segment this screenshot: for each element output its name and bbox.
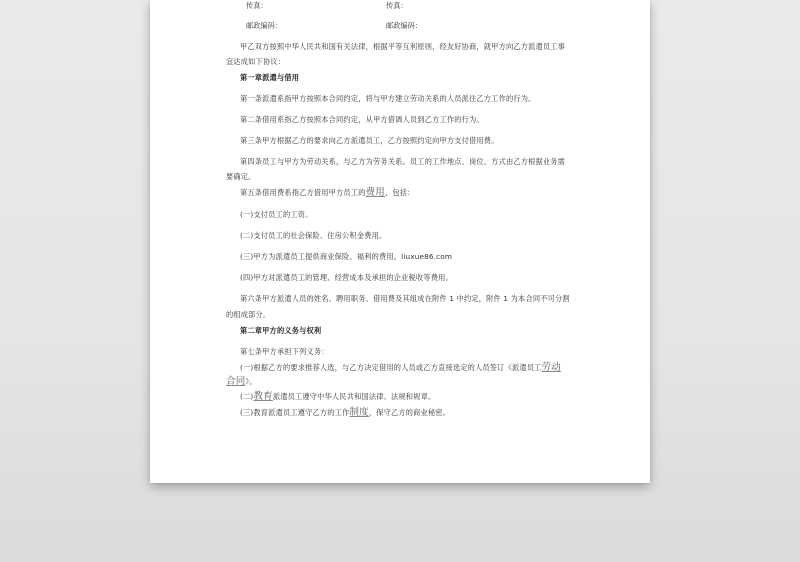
chapter-1-title: 第一章派遣与借用	[240, 73, 300, 82]
fee-item-4: (四)甲方对派遣员工的管理、经营成本及承担的企业税收等费用。	[240, 273, 453, 282]
keyword-link-education[interactable]: 教育	[253, 391, 273, 402]
fax-label-b: 传真：	[386, 1, 408, 10]
postal-label-b: 邮政编码：	[386, 21, 422, 30]
keyword-link-labor[interactable]: 劳动	[541, 362, 561, 373]
duty-3-tail: ，保守乙方的商业秘密。	[368, 408, 451, 417]
article-6-line-1: 第六条甲方派遣人员的姓名、聘用职务、借用费及其组成在附件 1 中约定，附件 1 为本合同不可分割	[240, 294, 570, 303]
article-5-tail: ，包括：	[385, 188, 415, 197]
article-5	[240, 188, 576, 198]
fax-label-a: 传真：	[246, 1, 268, 10]
duty-1-tail: 》。	[245, 377, 257, 386]
duty-2	[240, 392, 576, 402]
fee-item-3: (三)甲方为派遣员工提供商业保险、福利的费用。liuxue86.com	[240, 252, 453, 261]
keyword-link-contract[interactable]: 合同	[226, 376, 246, 387]
article-5-text: 第五条借用费系指乙方借用甲方员工的	[240, 188, 366, 197]
article-7: 第七条甲方承担下列义务：	[240, 347, 329, 356]
keyword-link-system[interactable]: 制度	[349, 407, 369, 418]
intro-line-2: 宜达成如下协议：	[226, 57, 286, 66]
duty-3	[240, 408, 576, 418]
article-3: 第三条甲方根据乙方的要求向乙方派遣员工，乙方按照约定向甲方支付借用费。	[240, 136, 499, 145]
keyword-link-fee[interactable]: 费用	[365, 187, 385, 198]
duty-2-text: 派遣员工遵守中华人民共和国法律、法规和规章。	[272, 392, 436, 401]
duty-2-prefix: (二)	[240, 392, 254, 401]
fee-item-1: (一)支付员工的工资。	[240, 210, 313, 219]
article-6-line-2: 的组成部分。	[226, 310, 271, 319]
fee-item-2: (二)支付员工的社会保险、住房公积金费用。	[240, 231, 387, 240]
article-2: 第二条借用系指乙方按照本合同约定，从甲方借调人员到乙方工作的行为。	[240, 115, 484, 124]
duty-1-text: (一)根据乙方的要求推荐人选，与乙方决定借用的人员或乙方直接选定的人员签订《派遣员工	[240, 363, 542, 372]
article-4-line-1: 第四条员工与甲方为劳动关系，与乙方为劳务关系。员工的工作地点、岗位、方式由乙方根据业务需	[240, 157, 566, 166]
article-1: 第一条派遣系指甲方按照本合同约定，将与甲方建立劳动关系的人员派往乙方工作的行为。	[240, 94, 536, 103]
chapter-2-title: 第二章甲方的义务与权利	[240, 326, 322, 335]
duty-1-line-2	[226, 377, 576, 387]
duty-3-text: (三)教育派遣员工遵守乙方的工作	[240, 408, 350, 417]
duty-1-line-1	[240, 363, 576, 373]
postal-label-a: 邮政编码：	[246, 21, 282, 30]
article-4-line-2: 要确定。	[226, 172, 256, 181]
intro-line-1: 甲乙双方按照中华人民共和国有关法律，根据平等互利原则，经友好协商，就甲方向乙方派遣员工事	[240, 42, 566, 51]
document-page	[150, 0, 650, 483]
